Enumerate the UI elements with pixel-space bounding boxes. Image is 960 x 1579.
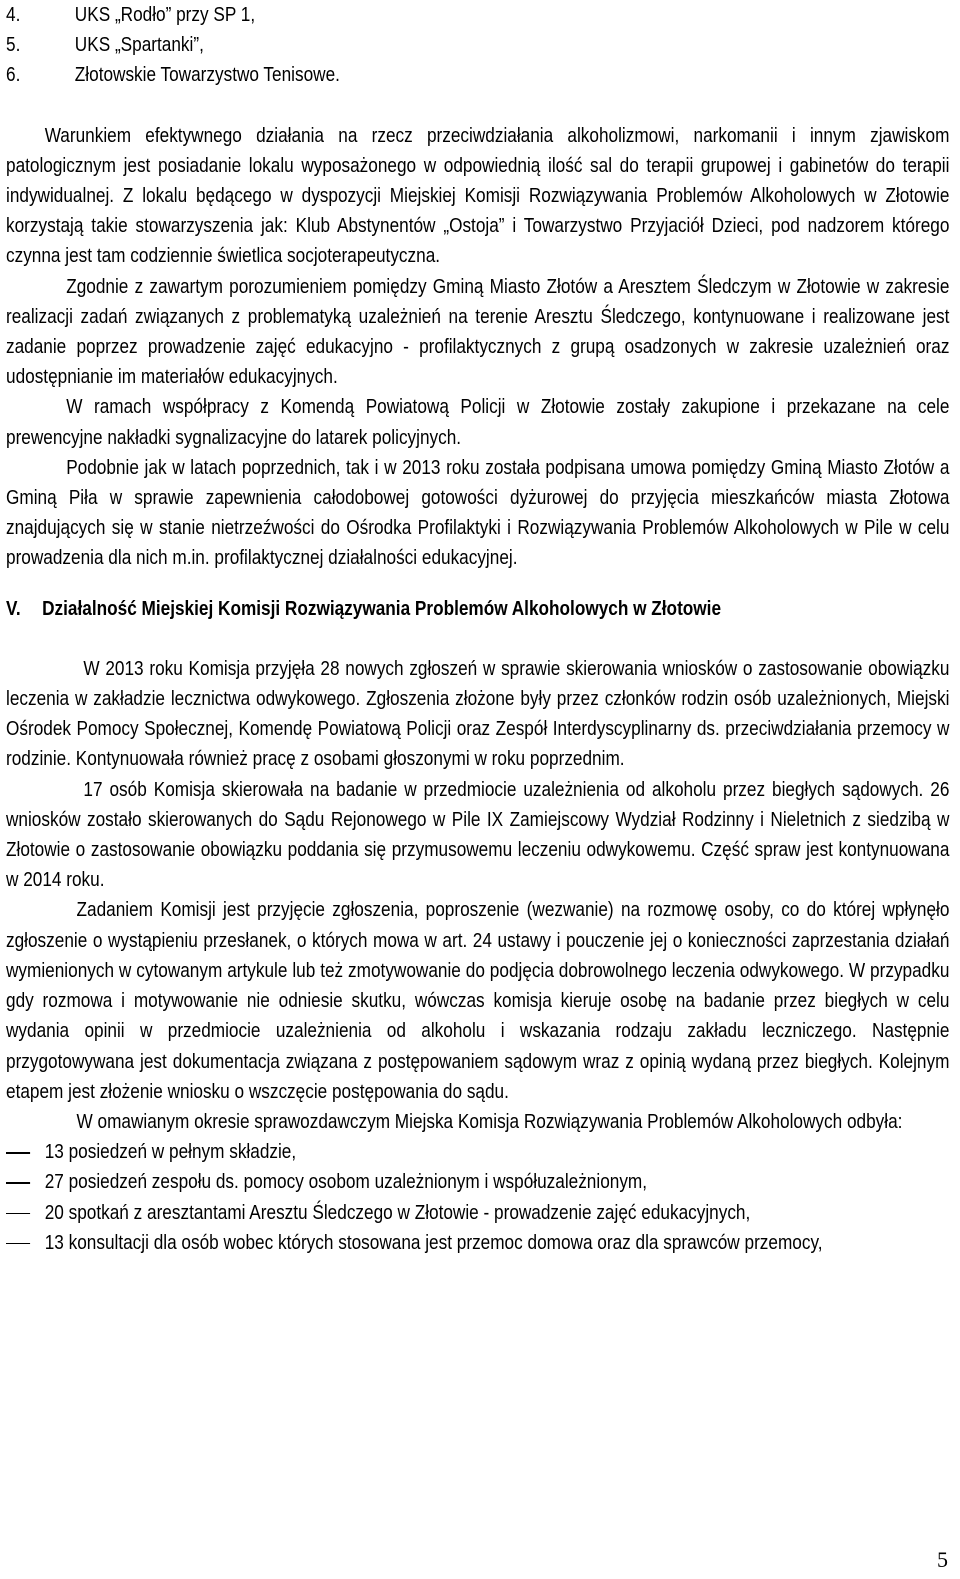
dash-list — [6, 1137, 949, 1258]
dash-list-item — [6, 1167, 949, 1197]
document-page — [6, 0, 950, 1258]
dash-list-item-text: 20 spotkań z aresztantami Aresztu Śledczego w Złotowie - prowadzenie zajęć edukacyjnych, — [44, 1201, 751, 1224]
list-item-number: 6. — [6, 64, 21, 87]
dash-bullet-icon — [6, 1167, 45, 1197]
section-title: Działalność Miejskiej Komisji Rozwiązywania Problemów Alkoholowych w Złotowie — [42, 597, 722, 620]
paragraph-facility: Warunkiem efektywnego działania na rzecz przeciwdziałania alkoholizmowi, narkomanii i innym zjawiskom patologicznym jest posiadanie lokalu wyposażonego w odpowiednią ilość sal do terapii grupowej i gabinetów do terapii indywidualnej. Z lokalu będącego w dyspozycji Miejskiej Komisji Rozwiązywania Problemów Alkoholowych w Złotowie korzystają takie stowarzyszenia jak: Klub Abstynentów „Ostoja” i Towarzystwo Przyjaciół Dzieci, pod nadzorem którego czynna jest tam codziennie świetlica socjoterapeutyczna. — [6, 124, 950, 268]
paragraph-pila-agreement: Podobnie jak w latach poprzednich, tak i w 2013 roku została podpisana umowa pomiędzy Gminą Miasto Złotów a Gminą Piła w sprawie zapewnienia całodobowej gotowości dyżurowej do przyjęcia mieszkańców miasta Złotowa znajdujących się w stanie nietrzeźwości do Ośrodka Profilaktyki i Rozwiązywania Problemów Alkoholowych w Pile w celu prowadzenia dla nich m.in. profilaktycznej działalności edukacyjnej. — [6, 456, 950, 570]
paragraph-commission-tasks: Zadaniem Komisji jest przyjęcie zgłoszenia, poproszenie (wezwanie) na rozmowę osoby, co do której wpłynęło zgłoszenie o wystąpieniu przesłanek, o których mowa w art. 24 ustawy i pouczenie jej o konieczności zaprzestania działań wymienionych w cytowanym artykule lub też zmotywowanie do podjęcia dobrowolnego leczenia odwykowego. W przypadku gdy rozmowa i motywowanie nie odniesie skutku, wówczas komisja kieruje osobę na badanie przez biegłych w celu wydania opinii w przedmiocie uzależnienia od alkoholu i wskazania rodzaju zakładu leczniczego. Następnie przygotowywana jest dokumentacja związana z postępowaniem sądowym wraz z opinią wydaną przez biegłych. Kolejnym etapem jest złożenie wniosku o wszczęcie postępowania do sądu. — [6, 899, 950, 1103]
list-item-text: Złotowskie Towarzystwo Tenisowe. — [74, 64, 340, 87]
list-item-text: UKS „Rodło” przy SP 1, — [74, 4, 256, 26]
section-number: V. — [6, 597, 21, 620]
dash-list-item-text: 13 konsultacji dla osób wobec których stosowana jest przemoc domowa oraz dla sprawców przemocy, — [44, 1231, 823, 1254]
dash-list-item — [6, 1198, 949, 1228]
list-item-number: 4. — [6, 4, 21, 26]
paragraph-referrals: 17 osób Komisja skierowała na badanie w przedmiocie uzależnienia od alkoholu przez biegłych sądowych. 26 wniosków zostało skierowanych do Sądu Rejonowego w Pile IX Zamiejscowy Wydział Rodzinny i Nieletnich z siedzibą w Złotowie o zastosowanie obowiązku poddania się przymusowemu leczeniu odwykowemu. Część spraw jest kontynuowana w 2014 roku. — [6, 778, 950, 892]
dash-bullet-icon — [6, 1198, 45, 1228]
numbered-list — [6, 0, 949, 91]
dash-bullet-icon — [6, 1137, 45, 1167]
document-body — [6, 0, 949, 1258]
paragraph-police-cooperation: W ramach współpracy z Komendą Powiatową Policji w Złotowie zostały zakupione i przekazane na cele prewencyjne nakładki sygnalizacyjne do latarek policyjnych. — [6, 396, 950, 449]
paragraph-submissions: W 2013 roku Komisja przyjęła 28 nowych zgłoszeń w sprawie skierowania wniosków o zastosowanie obowiązku leczenia w zakładzie lecznictwa odwykowego. Zgłoszenia złożone były przez członków rodzin osób uzależnionych, Miejski Ośrodek Pomocy Społecznej, Komendę Powiatową Policji oraz Zespół Interdyscyplinarny ds. przeciwdziałania przemocy w rodzinie. Kontynuowała również pracę z osobami głoszonymi w roku poprzednim. — [6, 657, 950, 771]
section-heading — [6, 594, 949, 624]
list-item — [6, 30, 949, 60]
dash-list-item-text: 27 posiedzeń zespołu ds. pomocy osobom uzależnionym i współuzależnionym, — [44, 1171, 648, 1194]
page-number: 5 — [937, 1547, 948, 1572]
list-item — [6, 0, 949, 30]
paragraph-meetings-intro: W omawianym okresie sprawozdawczym Miejska Komisja Rozwiązywania Problemów Alkoholowych odbyła: — [76, 1110, 903, 1133]
dash-list-item-text: 13 posiedzeń w pełnym składzie, — [44, 1141, 297, 1164]
dash-list-item — [6, 1137, 949, 1167]
list-item — [6, 60, 949, 90]
paragraph-detention-agreement: Zgodnie z zawartym porozumieniem pomiędzy Gminą Miasto Złotów a Aresztem Śledczym w Złotowie w zakresie realizacji zadań związanych z problematyką uzależnień na terenie Aresztu Śledczego, kontynuowane i realizowane jest zadanie poprzez prowadzenie zajęć edukacyjno - profilaktycznych z grupą osadzonych w zakresie uzależnień oraz udostępnianie im materiałów edukacyjnych. — [6, 275, 950, 389]
list-item-text: UKS „Spartanki”, — [74, 34, 204, 57]
dash-list-item — [6, 1228, 949, 1258]
list-item-number: 5. — [6, 34, 21, 57]
dash-bullet-icon — [6, 1228, 45, 1258]
